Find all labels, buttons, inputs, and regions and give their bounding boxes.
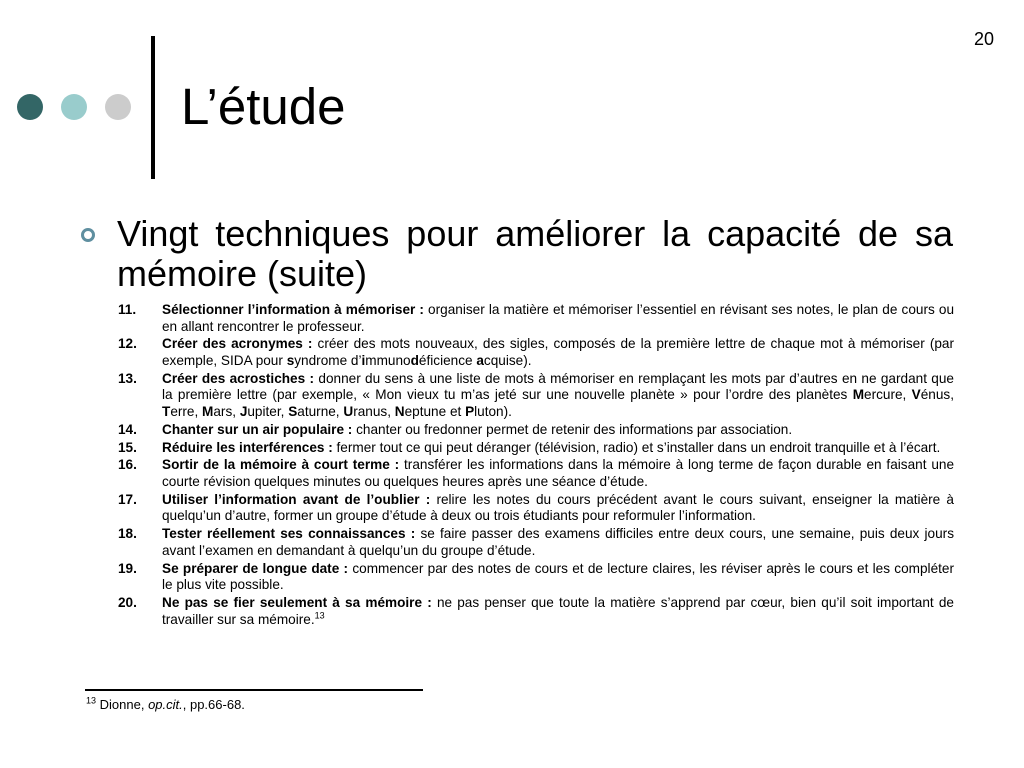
bold-text: Utiliser l’information avant de l’oublier :: [162, 491, 437, 507]
item-text-part: eptune et: [404, 403, 466, 419]
bold-text: Créer des acrostiches :: [162, 370, 319, 386]
item-text-part: mmuno: [365, 352, 411, 368]
bold-text: Réduire les interférences :: [162, 439, 337, 455]
item-text-part: créer des mots nouveaux, des sigles, composés de la première lettre de chaque mot à mémoriser (par exemple, SIDA pour: [162, 336, 954, 368]
item-text-part: fermer tout ce qui peut déranger (télévision, radio) et s’installer dans un endroit tranquille et à l’écart.: [336, 439, 941, 455]
item-number: 17.: [118, 491, 137, 507]
bold-text: S: [288, 403, 298, 419]
footnote-marker: 13: [86, 695, 97, 706]
bold-text: a: [476, 352, 484, 368]
slide-number: 20: [973, 29, 994, 49]
footnote-work: op.cit.: [148, 697, 183, 712]
item-number: 19.: [118, 560, 137, 576]
item-text-part: ars,: [213, 403, 240, 419]
item-text-part: luton).: [474, 403, 512, 419]
list-item: [118, 440, 954, 457]
item-text-part: organiser la matière et mémoriser l’essentiel en révisant ses notes, le plan de cours ou en allant rencontrer le professeur.: [162, 302, 955, 334]
bold-text: s: [286, 352, 295, 368]
bold-text: M: [852, 387, 865, 403]
item-number: 14.: [118, 421, 137, 437]
item-text-part: ranus,: [353, 403, 395, 419]
item-text: [162, 492, 954, 525]
item-text-part: cquise).: [483, 352, 532, 368]
bold-text: N: [394, 403, 405, 419]
slide-title: L’étude: [181, 78, 346, 135]
item-text: [162, 371, 954, 421]
item-text-part: transférer les informations dans la mémoire à long terme de façon durable en faisant une courte révision quelques minutes ou quelques heures après une séance d’étude.: [162, 457, 955, 489]
bold-text: T: [162, 403, 171, 419]
item-text: [162, 595, 954, 628]
list-item: [118, 302, 954, 335]
item-text-part: ne pas penser que toute la matière s’apprend par cœur, bien qu’il soit important de travailler sur sa mémoire.: [162, 595, 954, 627]
bold-text: Se préparer de longue date :: [162, 560, 353, 576]
item-text-part: commencer par des notes de cours et de lecture claires, les réviser après le cours et les compléter le plus vite possible.: [162, 560, 954, 593]
item-number: 18.: [118, 526, 137, 542]
bold-text: V: [911, 387, 921, 403]
item-text-part: énus,: [920, 387, 954, 403]
list-item: [118, 561, 954, 594]
item-text: [162, 561, 954, 594]
footnote-ref: 13: [314, 609, 325, 620]
item-number: 16.: [118, 457, 137, 473]
item-text-part: yndrome d’: [294, 352, 362, 368]
bold-text: Créer des acronymes :: [162, 336, 318, 352]
item-text: [162, 302, 954, 335]
list-item: [118, 526, 954, 559]
item-text: [162, 526, 954, 559]
item-text: [162, 440, 954, 457]
title-divider: [151, 36, 155, 179]
bold-text: Ne pas se fier seulement à sa mémoire :: [162, 595, 437, 611]
item-text: [162, 422, 954, 439]
item-number: 11.: [118, 302, 137, 317]
bold-text: Sélectionner l’information à mémoriser :: [162, 302, 429, 317]
bold-text: Chanter sur un air populaire :: [162, 421, 357, 437]
dot-light-icon: [105, 94, 131, 120]
footnote-pages: , pp.66-68.: [182, 697, 245, 712]
bold-text: d: [410, 352, 419, 368]
footnote-author: Dionne,: [96, 697, 149, 712]
list-item: [118, 595, 954, 628]
bold-text: U: [343, 403, 354, 419]
item-text-part: ercure,: [864, 387, 912, 403]
bold-text: i: [361, 352, 366, 368]
item-text-part: relire les notes du cours précédent avant le cours suivant, enseigner la matière à quelqu’un d’autre, former un groupe d’étude à deux ou trois étudiants pour reformuler l’information.: [162, 491, 954, 524]
item-text: [162, 336, 954, 369]
item-number: 20.: [118, 595, 137, 611]
bold-text: P: [465, 403, 475, 419]
item-text-part: chanter ou fredonner permet de retenir des informations par association.: [356, 421, 793, 437]
item-number: 13.: [118, 370, 137, 386]
list-item: [118, 336, 954, 369]
item-number: 12.: [118, 336, 137, 352]
footnote-rule: [85, 689, 423, 691]
item-text: [162, 457, 954, 490]
dot-dark-icon: [17, 94, 43, 120]
item-text-part: se faire passer des examens difficiles entre deux cours, une semaine, puis deux jours avant l’examen en demandant à quelqu’un du groupe d’étude.: [162, 526, 955, 558]
list-item: [118, 492, 954, 525]
technique-list: [118, 302, 954, 629]
item-text-part: aturne,: [297, 403, 344, 419]
slide-subtitle: Vingt techniques pour améliorer la capacité de sa mémoire (suite): [117, 213, 953, 294]
dot-mid-icon: [61, 94, 87, 120]
footnote: [86, 697, 245, 712]
item-text-part: éficience: [418, 352, 477, 368]
item-text-part: donner du sens à une liste de mots à mémoriser en remplaçant les mots par d’autres en ne gardant que la première lettre (par exemple, « Mon vieux tu m’as jeté sur une nouvelle planète » pour l’ordre des planètes: [162, 370, 954, 403]
list-item: [118, 457, 954, 490]
bold-text: M: [202, 403, 214, 419]
item-number: 15.: [118, 439, 137, 455]
list-item: [118, 422, 954, 439]
bold-text: Sortir de la mémoire à court terme :: [162, 457, 405, 473]
bullet-ring-icon: [81, 228, 95, 242]
item-text-part: erre,: [170, 403, 203, 419]
bold-text: J: [239, 403, 248, 419]
list-item: [118, 371, 954, 421]
bold-text: Tester réellement ses connaissances :: [162, 526, 421, 542]
item-text-part: upiter,: [247, 403, 289, 419]
